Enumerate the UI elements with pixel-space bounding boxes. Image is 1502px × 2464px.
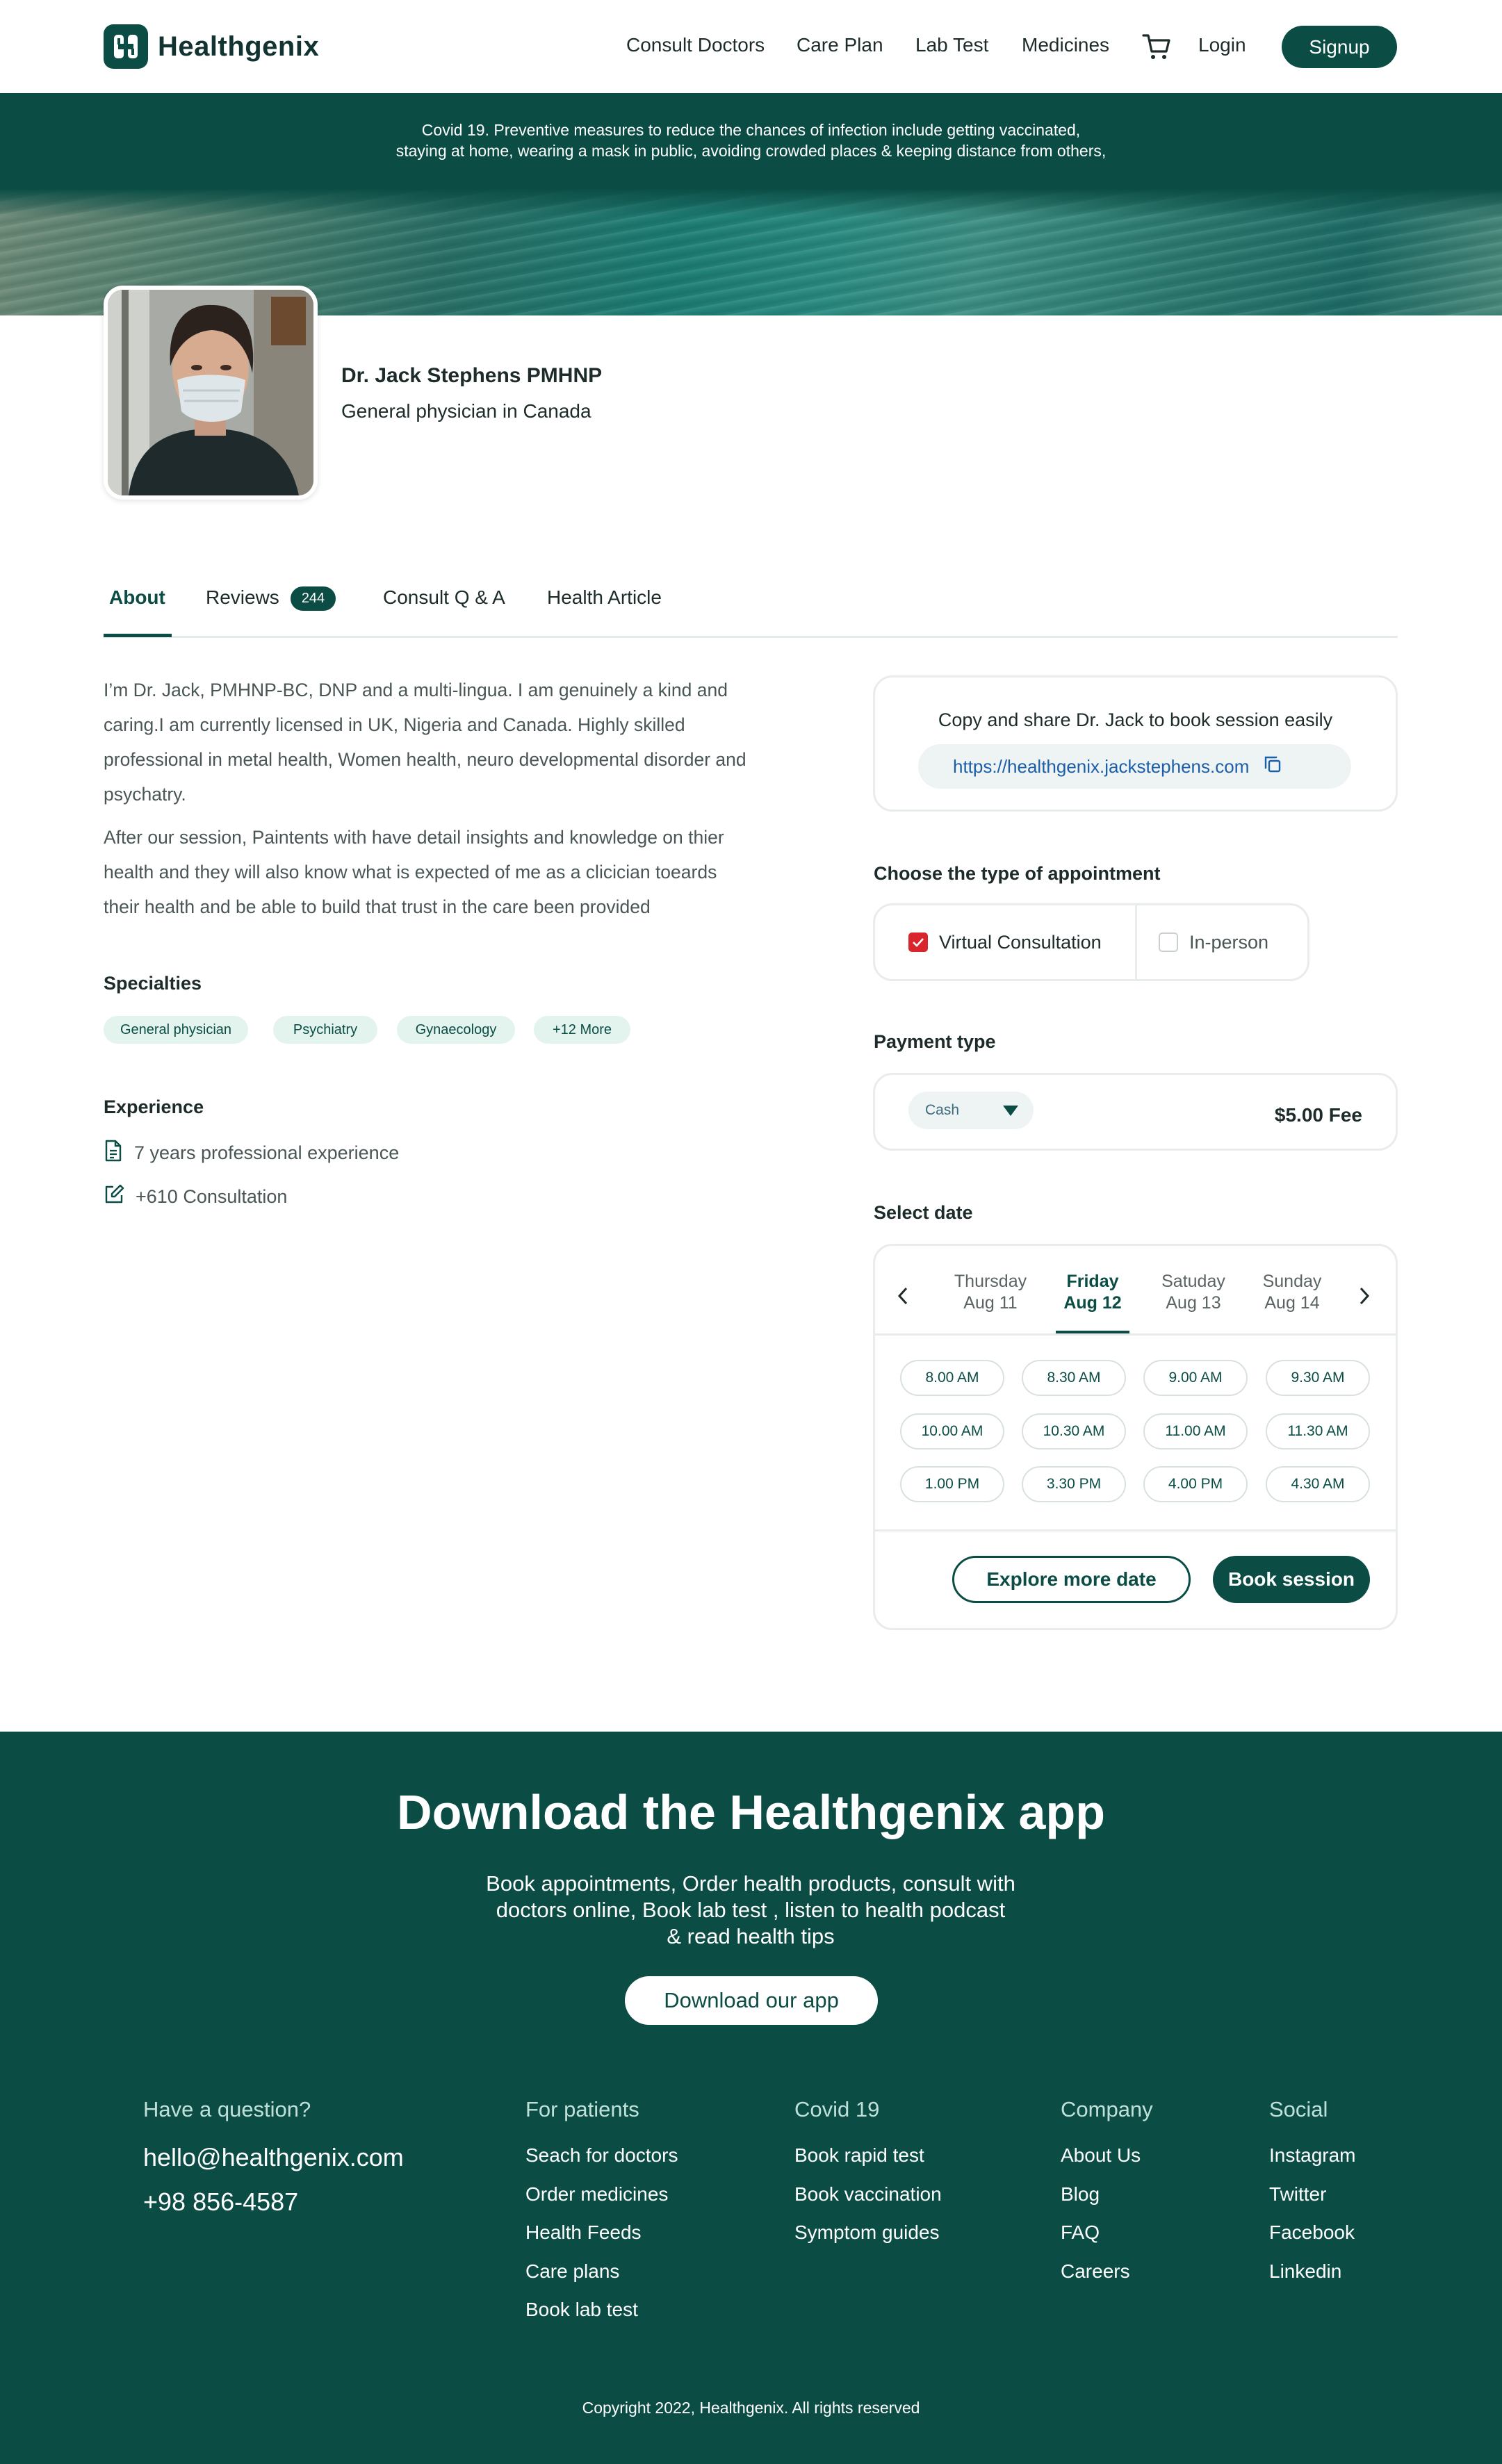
doctor-avatar bbox=[104, 286, 318, 500]
date-thursday[interactable] bbox=[938, 1271, 1043, 1314]
tab-consult-qa[interactable]: Consult Q & A bbox=[383, 586, 505, 608]
tab-reviews[interactable] bbox=[206, 586, 336, 611]
date-sunday[interactable] bbox=[1240, 1271, 1344, 1314]
slots-divider bbox=[875, 1529, 1396, 1531]
about-p2-line: After our session, Paintents with have detail insights and knowledge on thier bbox=[104, 827, 724, 848]
footer-link[interactable]: Book rapid test bbox=[794, 2144, 924, 2166]
payment-selected-value: Cash bbox=[925, 1102, 960, 1118]
date-day: Friday bbox=[1066, 1272, 1119, 1291]
covid-notice-line-1: Covid 19. Preventive measures to reduce the chances of infection include getting vaccinated, bbox=[421, 121, 1081, 139]
virtual-consultation-label: Virtual Consultation bbox=[939, 931, 1102, 953]
share-link-url[interactable]: https://healthgenix.jackstephens.com bbox=[953, 755, 1250, 777]
download-sub-line: Book appointments, Order health products, consult with bbox=[486, 1871, 1015, 1896]
about-p1-line: professional in metal health, Women health, neuro developmental disorder and bbox=[104, 749, 746, 770]
payment-type-select[interactable] bbox=[908, 1092, 1034, 1129]
date-divider bbox=[875, 1333, 1396, 1336]
about-p1-line: psychatry. bbox=[104, 784, 186, 805]
footer-link[interactable]: Care plans bbox=[525, 2260, 620, 2282]
footer-covid-heading: Covid 19 bbox=[794, 2097, 880, 2121]
date-date: Aug 11 bbox=[963, 1293, 1018, 1313]
date-saturday[interactable] bbox=[1141, 1271, 1246, 1314]
chevron-right-icon[interactable] bbox=[1357, 1286, 1371, 1309]
select-date-heading: Select date bbox=[874, 1202, 973, 1223]
time-slot[interactable]: 3.30 PM bbox=[1022, 1466, 1126, 1502]
footer-link[interactable]: Twitter bbox=[1269, 2183, 1327, 2205]
footer-link[interactable]: Blog bbox=[1061, 2183, 1100, 2205]
footer-link[interactable]: Health Feeds bbox=[525, 2221, 642, 2243]
nav-lab-test[interactable]: Lab Test bbox=[915, 34, 989, 56]
appointment-type-heading: Choose the type of appointment bbox=[874, 863, 1161, 884]
time-slot[interactable]: 10.30 AM bbox=[1022, 1413, 1126, 1449]
date-date: Aug 13 bbox=[1166, 1293, 1221, 1313]
footer-link[interactable]: Facebook bbox=[1269, 2221, 1355, 2243]
time-slot[interactable]: 4.00 PM bbox=[1143, 1466, 1248, 1502]
time-slot[interactable]: 1.00 PM bbox=[900, 1466, 1004, 1502]
experience-heading: Experience bbox=[104, 1097, 204, 1117]
appointment-type-toggle bbox=[873, 903, 1309, 981]
nav-care-plan[interactable]: Care Plan bbox=[797, 34, 883, 56]
logo-icon bbox=[104, 24, 148, 69]
cart-icon[interactable] bbox=[1142, 33, 1171, 64]
footer-link[interactable]: Linkedin bbox=[1269, 2260, 1342, 2282]
time-slot[interactable]: 4.30 AM bbox=[1266, 1466, 1370, 1502]
copyright-text: Copyright 2022, Healthgenix. All rights reserved bbox=[582, 2399, 920, 2417]
share-link-field[interactable] bbox=[918, 744, 1351, 789]
reviews-count-badge: 244 bbox=[291, 586, 336, 611]
nav-consult-doctors[interactable]: Consult Doctors bbox=[626, 34, 765, 56]
chevron-down-icon bbox=[1003, 1106, 1018, 1116]
date-date: Aug 14 bbox=[1264, 1293, 1320, 1313]
footer-social-heading: Social bbox=[1269, 2097, 1328, 2121]
chevron-left-icon[interactable] bbox=[896, 1286, 910, 1309]
about-paragraph-1 bbox=[104, 673, 799, 812]
login-link[interactable]: Login bbox=[1198, 34, 1246, 56]
footer-link[interactable]: Careers bbox=[1061, 2260, 1130, 2282]
time-slot[interactable]: 11.00 AM bbox=[1143, 1413, 1248, 1449]
time-slot[interactable]: 8.00 AM bbox=[900, 1360, 1004, 1396]
about-p1-line: caring.I am currently licensed in UK, Nigeria and Canada. Highly skilled bbox=[104, 714, 685, 735]
time-slot[interactable]: 9.30 AM bbox=[1266, 1360, 1370, 1396]
date-day: Sunday bbox=[1262, 1272, 1322, 1291]
share-description: Copy and share Dr. Jack to book session easily bbox=[938, 709, 1333, 730]
experience-consultations bbox=[104, 1184, 287, 1210]
about-p2-line: health and they will also know what is expected of me as a clicician toeards bbox=[104, 862, 717, 882]
top-header bbox=[0, 0, 1502, 93]
footer bbox=[0, 1732, 1502, 2464]
download-sub-line: doctors online, Book lab test , listen to health podcast bbox=[496, 1898, 1006, 1922]
footer-link[interactable]: About Us bbox=[1061, 2144, 1141, 2166]
in-person-checkbox[interactable] bbox=[1159, 933, 1178, 952]
covid-notice-line-2: staying at home, wearing a mask in public, avoiding crowded places & keeping distance from others, bbox=[395, 142, 1107, 160]
tab-health-article[interactable]: Health Article bbox=[547, 586, 662, 608]
specialty-chip[interactable]: Psychiatry bbox=[273, 1016, 377, 1044]
download-app-title: Download the Healthgenix app bbox=[397, 1785, 1105, 1839]
download-app-button[interactable]: Download our app bbox=[625, 1976, 878, 2025]
footer-patients-heading: For patients bbox=[525, 2097, 639, 2121]
specialty-chip[interactable]: General physician bbox=[104, 1016, 248, 1044]
payment-card bbox=[873, 1073, 1398, 1151]
specialty-chip[interactable]: Gynaecology bbox=[397, 1016, 515, 1044]
about-paragraph-2 bbox=[104, 820, 799, 924]
specialties-heading: Specialties bbox=[104, 973, 202, 994]
footer-link[interactable]: Book lab test bbox=[525, 2299, 638, 2320]
about-p2-line: their health and be able to build that trust in the care been provided bbox=[104, 896, 651, 917]
doctor-name: Dr. Jack Stephens PMHNP bbox=[341, 364, 603, 387]
more-specialties-chip[interactable]: +12 More bbox=[534, 1016, 630, 1044]
covid-notice bbox=[0, 93, 1502, 189]
footer-link[interactable]: Seach for doctors bbox=[525, 2144, 678, 2166]
tab-reviews-label: Reviews bbox=[206, 586, 279, 608]
brand-logo[interactable] bbox=[104, 24, 319, 69]
date-day: Satuday bbox=[1161, 1272, 1225, 1291]
consultation-fee: $5.00 Fee bbox=[1274, 1104, 1362, 1126]
document-icon bbox=[104, 1140, 123, 1167]
in-person-option[interactable] bbox=[1159, 905, 1268, 979]
copy-icon[interactable] bbox=[1263, 755, 1282, 779]
date-date: Aug 12 bbox=[1063, 1293, 1122, 1313]
virtual-consultation-checkbox[interactable] bbox=[908, 933, 928, 952]
time-slot[interactable]: 9.00 AM bbox=[1143, 1360, 1248, 1396]
experience-years bbox=[104, 1140, 399, 1167]
date-day: Thursday bbox=[954, 1272, 1027, 1291]
signup-button[interactable]: Signup bbox=[1282, 26, 1397, 68]
time-slot[interactable]: 8.30 AM bbox=[1022, 1360, 1126, 1396]
footer-link[interactable]: Symptom guides bbox=[794, 2221, 940, 2243]
consultations-text: +610 Consultation bbox=[136, 1186, 288, 1207]
explore-more-date-button[interactable]: Explore more date bbox=[952, 1556, 1191, 1603]
share-card bbox=[873, 675, 1398, 812]
date-friday[interactable] bbox=[1040, 1271, 1145, 1314]
experience-years-text: 7 years professional experience bbox=[134, 1142, 400, 1163]
nav-medicines[interactable]: Medicines bbox=[1022, 34, 1110, 56]
about-p1-line: I’m Dr. Jack, PMHNP-BC, DNP and a multi-lingua. I am genuinely a kind and bbox=[104, 680, 728, 700]
active-tab-indicator bbox=[104, 634, 172, 637]
brand-name: Healthgenix bbox=[158, 31, 320, 62]
time-slot[interactable]: 10.00 AM bbox=[900, 1413, 1004, 1449]
date-picker-card bbox=[873, 1244, 1398, 1630]
book-session-button[interactable]: Book session bbox=[1213, 1556, 1370, 1603]
footer-link[interactable]: Order medicines bbox=[525, 2183, 669, 2205]
payment-type-heading: Payment type bbox=[874, 1031, 996, 1052]
footer-link[interactable]: FAQ bbox=[1061, 2221, 1100, 2243]
footer-email[interactable]: hello@healthgenix.com bbox=[143, 2143, 404, 2171]
toggle-divider bbox=[1135, 905, 1137, 979]
virtual-consultation-option[interactable] bbox=[908, 905, 1102, 979]
profile-tabs bbox=[104, 586, 1398, 638]
footer-question-heading: Have a question? bbox=[143, 2097, 311, 2121]
download-app-subtitle bbox=[403, 1871, 1098, 1950]
footer-company-heading: Company bbox=[1061, 2097, 1153, 2121]
edit-icon bbox=[104, 1184, 124, 1210]
in-person-label: In-person bbox=[1189, 931, 1269, 953]
footer-link[interactable]: Instagram bbox=[1269, 2144, 1356, 2166]
footer-phone[interactable]: +98 856-4587 bbox=[143, 2187, 299, 2216]
footer-link[interactable]: Book vaccination bbox=[794, 2183, 942, 2205]
doctor-title: General physician in Canada bbox=[341, 400, 591, 422]
time-slot[interactable]: 11.30 AM bbox=[1266, 1413, 1370, 1449]
download-sub-line: & read health tips bbox=[667, 1924, 835, 1948]
tab-about[interactable]: About bbox=[109, 586, 165, 608]
